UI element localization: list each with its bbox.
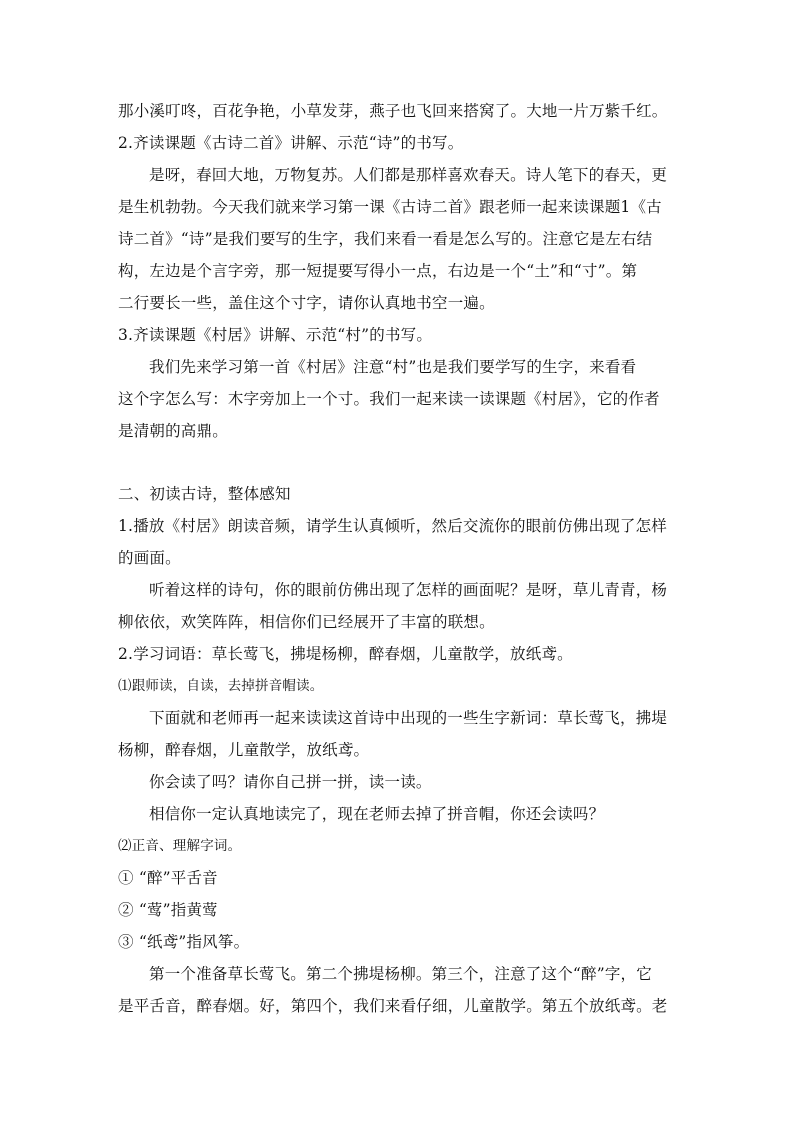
paragraph-line: 我们先来学习第一首《村居》注意“村”也是我们要学写的生字，来看看 [149,358,637,376]
paragraph-line: 你会读了吗？请你自己拼一拼，读一读。 [149,773,432,791]
paragraph-line: 二行要长一些，盖住这个寸字，请你认真地书空一遍。 [118,294,495,312]
section-heading: 二、初读古诗，整体感知 [118,485,291,503]
paragraph-line: 是生机勃勃。今天我们就来学习第一课《古诗二首》跟老师一起来读课题1《古 [118,198,662,216]
numbered-item: ① “醉”平舌音 [118,869,218,887]
list-item: 2.齐读课题《古诗二首》讲解、示范“诗”的书写。 [118,134,464,152]
paragraph-line: 是呀，春回大地，万物复苏。人们都是那样喜欢春天。诗人笔下的春天，更 [149,166,668,184]
sub-list-item: ⑴跟师读，自读，去掉拼音帽读。 [118,678,324,694]
numbered-item: ② “莺”指黄莺 [118,901,218,919]
paragraph-line: 那小溪叮咚，百花争艳，小草发芽，燕子也飞回来搭窝了。大地一片万紫千红。 [118,102,668,120]
list-item: 2.学习词语：草长莺飞，拂堤杨柳，醉春烟，儿童散学，放纸鸢。 [118,645,573,663]
paragraph-line: 杨柳，醉春烟，儿童散学，放纸鸢。 [118,741,370,759]
paragraph-line: 第一个准备草长莺飞。第二个拂堤杨柳。第三个，注意了这个“醉”字，它 [149,965,652,983]
paragraph-line: 这个字怎么写：木字旁加上一个寸。我们一起来读一读课题《村居》，它的作者 [118,390,660,408]
paragraph-line: 诗二首》“诗”是我们要写的生字，我们来看一看是怎么写的。注意它是左右结 [118,230,653,248]
list-item: 1.播放《村居》朗读音频，请学生认真倾听，然后交流你的眼前仿佛出现了怎样 [118,517,667,535]
list-item: 3.齐读课题《村居》讲解、示范“村”的书写。 [118,326,433,344]
paragraph-line: 下面就和老师再一起来读读这首诗中出现的一些生字新词：草长莺飞，拂堤 [149,709,668,727]
numbered-item: ③ “纸鸢”指风筝。 [118,933,250,951]
paragraph-line: 柳依依，欢笑阵阵，相信你们已经展开了丰富的联想。 [118,613,495,631]
paragraph-line: 是清朝的高鼎。 [118,422,228,440]
sub-list-item: ⑵正音、理解字词。 [118,838,242,854]
paragraph-line: 听着这样的诗句，你的眼前仿佛出现了怎样的画面呢？是呀，草儿青青，杨 [149,581,668,599]
paragraph-line: 的画面。 [118,549,181,567]
paragraph-line: 是平舌音，醉春烟。好，第四个，我们来看仔细，儿童散学。第五个放纸鸢。老 [118,997,668,1015]
paragraph-line: 相信你一定认真地读完了，现在老师去掉了拼音帽，你还会读吗？ [149,805,605,823]
paragraph-line: 构，左边是个言字旁，那一短提要写得小一点，右边是一个“土”和“寸”。第 [118,262,638,280]
